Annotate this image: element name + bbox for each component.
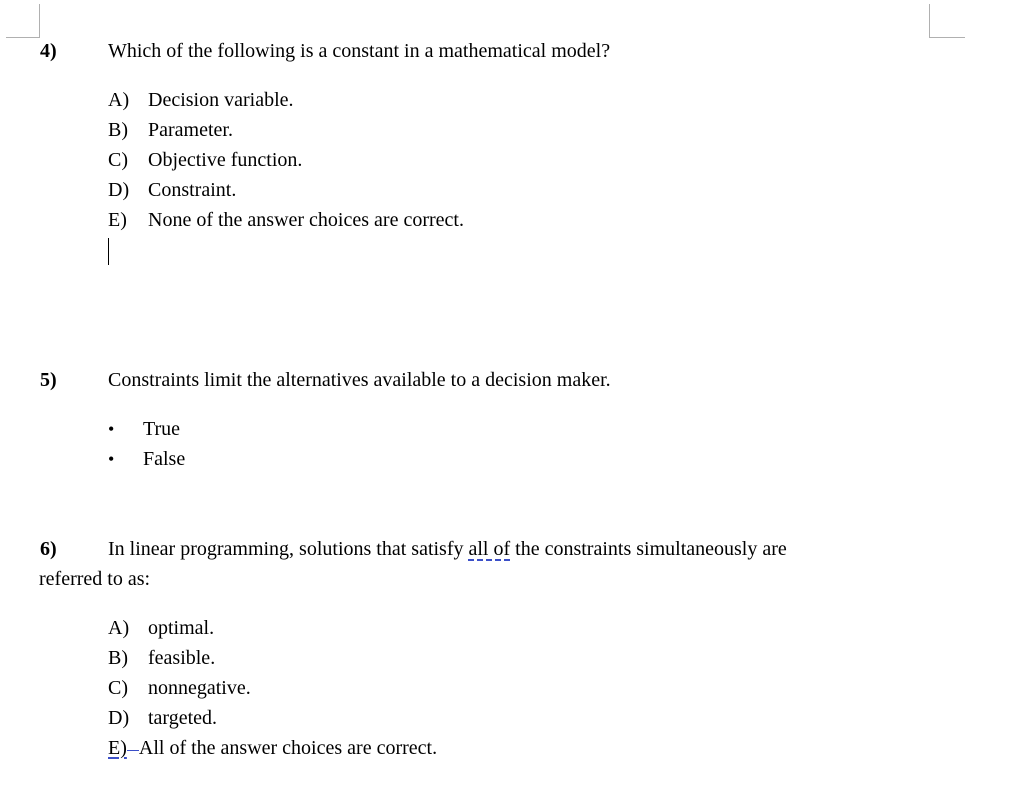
question-number: 4) — [40, 40, 57, 62]
option-false — [108, 448, 185, 471]
option-text: Objective function. — [148, 149, 303, 171]
question-text-part: In linear programming, solutions that satisfy — [108, 538, 469, 560]
option-d — [108, 707, 217, 730]
option-c — [108, 149, 302, 172]
question-number: 5) — [40, 369, 57, 391]
crop-mark-left — [6, 4, 40, 38]
option-letter: E) — [108, 737, 127, 759]
question-text: Constraints limit the alternatives available to a decision maker. — [108, 369, 611, 391]
option-c — [108, 677, 251, 700]
text-cursor[interactable] — [108, 238, 109, 265]
question-text-dotted: all of — [468, 538, 511, 560]
option-letter: A) — [108, 89, 130, 111]
option-true — [108, 418, 180, 441]
crop-mark-right — [929, 4, 965, 38]
question-text: Which of the following is a constant in a mathematical model? — [108, 40, 611, 62]
option-letter: D) — [108, 707, 130, 729]
bullet-icon: • — [108, 449, 115, 469]
option-a — [108, 89, 294, 112]
option-text: nonnegative. — [148, 677, 251, 699]
option-d — [108, 179, 236, 202]
option-a — [108, 617, 214, 640]
option-text: Decision variable. — [148, 89, 294, 111]
option-e — [108, 209, 464, 232]
question-text-part: the constraints simultaneously are — [510, 538, 787, 560]
option-b — [108, 647, 215, 670]
option-letter: E) — [108, 209, 127, 231]
option-text: Constraint. — [148, 179, 237, 201]
option-text: None of the answer choices are correct. — [148, 209, 464, 231]
option-text: feasible. — [148, 647, 216, 669]
underline-gap — [127, 750, 139, 751]
option-letter: C) — [108, 149, 128, 171]
option-letter: C) — [108, 677, 128, 699]
option-letter: D) — [108, 179, 130, 201]
option-text: optimal. — [148, 617, 215, 639]
question-number: 6) — [40, 538, 57, 560]
option-text: True — [143, 418, 181, 440]
option-letter: B) — [108, 647, 128, 669]
option-text: False — [143, 448, 186, 470]
bullet-icon: • — [108, 419, 115, 439]
option-text: Parameter. — [148, 119, 233, 141]
option-text: targeted. — [148, 707, 218, 729]
option-letter: A) — [108, 617, 130, 639]
option-b — [108, 119, 233, 142]
option-text: All of the answer choices are correct. — [138, 737, 438, 759]
question-text — [108, 538, 787, 561]
option-letter: B) — [108, 119, 128, 141]
question-text-line2: referred to as: — [39, 568, 151, 590]
option-e — [108, 737, 437, 760]
